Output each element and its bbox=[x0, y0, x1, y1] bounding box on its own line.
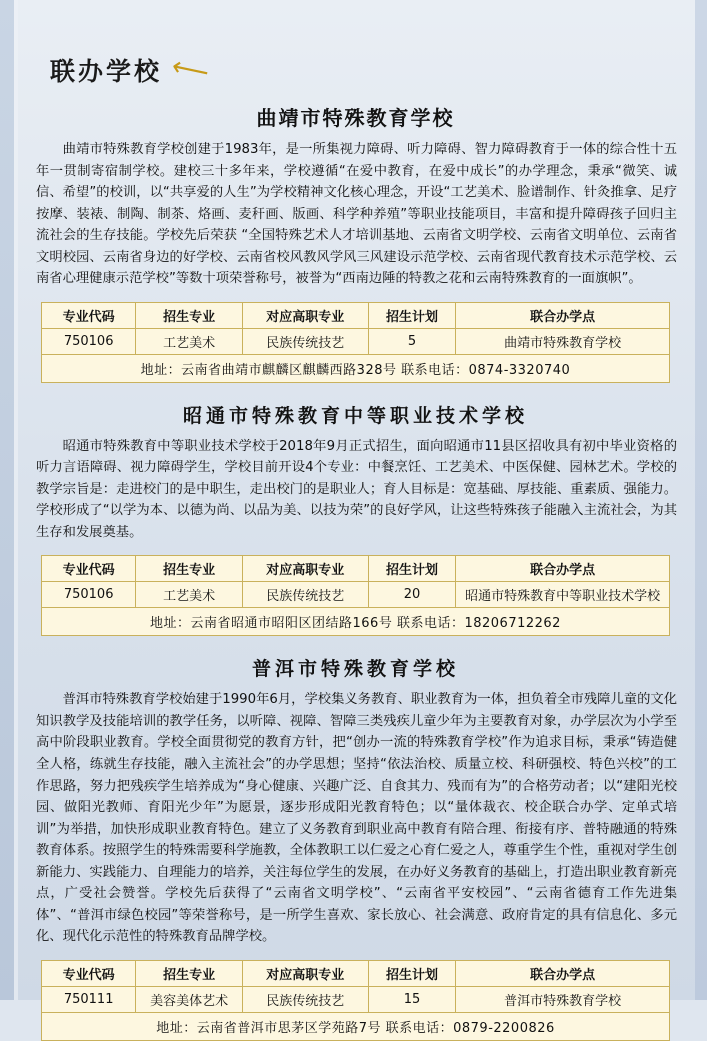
school-block bbox=[28, 102, 683, 383]
school-description: 昭通市特殊教育中等职业技术学校于2018年9月正式招生，面向昭通市11县区招收具有初中毕业资格的听力言语障碍、视力障碍学生，学校目前开设4个专业：中餐烹饪、工艺美术、中医保健、园林艺术。学校的教学宗旨是：走进校门的是中职生，走出校门的是职业人；育人目标是：宽基础、厚技能、重素质、强能力。学校形成了“以学为本、以德为尚、以品为美、以技为荣”的良好学风，让这些特殊孩子能融入主流社会，为其生存和发展奠基。 bbox=[36, 438, 677, 540]
table-header-row bbox=[42, 960, 670, 986]
cell-vocational: 民族传统技艺 bbox=[242, 328, 368, 354]
cell-code: 750106 bbox=[42, 328, 136, 354]
cell-code: 750106 bbox=[42, 582, 136, 608]
header-major: 招生专业 bbox=[136, 960, 243, 986]
table-header-row bbox=[42, 302, 670, 328]
table-address-row bbox=[42, 354, 670, 382]
cell-vocational: 民族传统技艺 bbox=[242, 986, 368, 1012]
table-row bbox=[42, 582, 670, 608]
cell-major: 工艺美术 bbox=[136, 328, 243, 354]
header-plan: 招生计划 bbox=[368, 556, 456, 582]
school-description: 曲靖市特殊教育学校创建于1983年，是一所集视力障碍、听力障碍、智力障碍教育于一体的综合性十五年一贯制寄宿制学校。建校三十多年来，学校遵循“在爱中教育，在爱中成长”的办学理念，秉承“微笑、诚信、希望”的校训，以“共享爱的人生”为学校精神文化核心理念，开设“工艺美术、脸谱制作、针灸推拿、足疗按摩、装裱、制陶、制茶、烙画、麦秆画、版画、科学种养殖”等职业技能项目，丰富和提升障碍孩子回归主流社会的生存技能。学校先后荣获 “全国特殊艺术人才培训基地、云南省文明学校、云南省文明单位、云南省文明校园、云南省身边的好学校、云南省校风教风学风三风建设示范学校、云南省现代教育技术示范学校、云南省心理健康示范学校”等数十项荣誉称号，被誉为“西南边陲的特教之花和云南特殊教育的一面旗帜”。 bbox=[36, 142, 677, 287]
header-code: 专业代码 bbox=[42, 302, 136, 328]
table-row bbox=[42, 328, 670, 354]
cell-plan: 5 bbox=[368, 328, 456, 354]
cell-site: 普洱市特殊教育学校 bbox=[456, 986, 669, 1012]
school-title: 昭通市特殊教育中等职业技术学校 bbox=[182, 404, 528, 427]
school-block bbox=[28, 401, 683, 637]
school-program-table bbox=[41, 960, 670, 1041]
header-plan: 招生计划 bbox=[368, 302, 456, 328]
cell-major: 美容美体艺术 bbox=[136, 986, 243, 1012]
header-site: 联合办学点 bbox=[456, 960, 669, 986]
cell-plan: 15 bbox=[368, 986, 456, 1012]
table-header-row bbox=[42, 556, 670, 582]
school-program-table bbox=[41, 302, 670, 383]
header-vocational: 对应高职专业 bbox=[242, 556, 368, 582]
cell-plan: 20 bbox=[368, 582, 456, 608]
page-content bbox=[28, 0, 683, 1036]
header-site: 联合办学点 bbox=[456, 302, 669, 328]
header-plan: 招生计划 bbox=[368, 960, 456, 986]
cell-address: 地址：云南省普洱市思茅区学苑路7号 联系电话：0879-2200826 bbox=[42, 1012, 670, 1040]
header-site: 联合办学点 bbox=[456, 556, 669, 582]
page-section-header bbox=[50, 40, 683, 88]
arrow-down-right-icon: ⟵ bbox=[169, 50, 213, 88]
header-vocational: 对应高职专业 bbox=[242, 302, 368, 328]
header-code: 专业代码 bbox=[42, 556, 136, 582]
cell-code: 750111 bbox=[42, 986, 136, 1012]
cell-vocational: 民族传统技艺 bbox=[242, 582, 368, 608]
page-title: 联办学校 bbox=[50, 57, 163, 86]
school-block bbox=[28, 654, 683, 1040]
right-decorative-band bbox=[695, 0, 707, 1000]
header-code: 专业代码 bbox=[42, 960, 136, 986]
cell-site: 昭通市特殊教育中等职业技术学校 bbox=[456, 582, 669, 608]
header-major: 招生专业 bbox=[136, 556, 243, 582]
school-description: 普洱市特殊教育学校始建于1990年6月，学校集义务教育、职业教育为一体，担负着全市残障儿童的文化知识教学及技能培训的教学任务，以听障、视障、智障三类残疾儿童少年为主要教育对象，办学层次为小学至高中阶段职业教育。学校全面贯彻党的教育方针，把“创办一流的特殊教育学校”作为追求目标，秉承“铸造健全人格，练就生存技能，融入主流社会”的办学思想；坚持“依法治校、质量立校、科研强校、特色兴校”的工作思路，努力把残疾学生培养成为“身心健康、兴趣广泛、自食其力、残而有为”的合格劳动者；以“建阳光校园、做阳光教师、育阳光少年”为愿景，逐步形成阳光教育特色；以“量体裁衣、校企联合办学、定单式培训”为举措，加快形成职业教育特色。建立了义务教育到职业高中教育有陪合理、衔接有序、普特融通的特殊教育体系。按照学生的特殊需要科学施教，全体教职工以仁爱之心育仁爱之人，尊重学生个性，重视对学生创新能力、实践能力、自理能力的培养，关注每位学生的发展，在办好义务教育的基础上，打造出职业教育新亮点，广受社会赞誉。学校先后获得了“云南省文明学校”、“云南省平安校园”、“云南省德育工作先进集体”、“普洱市绿色校园”等荣誉称号，是一所学生喜欢、家长放心、社会满意、政府肯定的具有信息化、多元化、现代化示范性的特殊教育品牌学校。 bbox=[36, 692, 677, 945]
header-vocational: 对应高职专业 bbox=[242, 960, 368, 986]
table-address-row bbox=[42, 608, 670, 636]
left-decorative-band bbox=[0, 0, 14, 1000]
school-title: 普洱市特殊教育学校 bbox=[251, 658, 459, 681]
school-program-table bbox=[41, 555, 670, 636]
table-address-row bbox=[42, 1012, 670, 1040]
cell-address: 地址：云南省昭通市昭阳区团结路166号 联系电话：18206712262 bbox=[42, 608, 670, 636]
cell-site: 曲靖市特殊教育学校 bbox=[456, 328, 669, 354]
header-major: 招生专业 bbox=[136, 302, 243, 328]
table-row bbox=[42, 986, 670, 1012]
cell-major: 工艺美术 bbox=[136, 582, 243, 608]
left-band-highlight bbox=[14, 0, 18, 1000]
school-title: 曲靖市特殊教育学校 bbox=[256, 106, 455, 130]
cell-address: 地址：云南省曲靖市麒麟区麒麟西路328号 联系电话：0874-3320740 bbox=[42, 354, 670, 382]
